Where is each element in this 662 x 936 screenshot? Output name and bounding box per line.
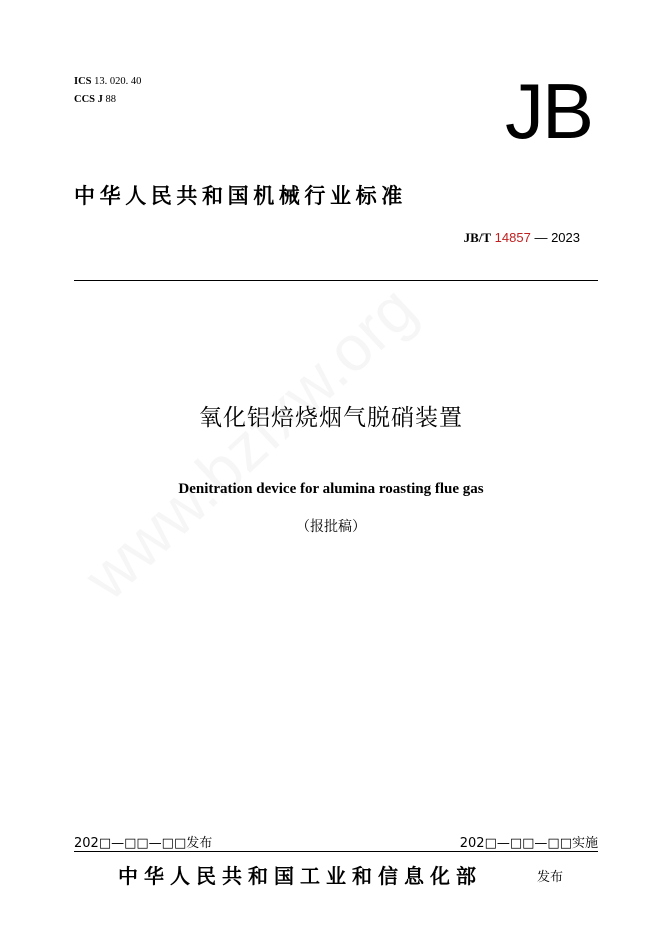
draft-status: （报批稿） [296, 519, 366, 535]
classification-codes [74, 73, 141, 109]
standard-number-prefix: JB/T [463, 230, 492, 245]
document-title-en: Denitration device for alumina roasting flue gas [178, 481, 484, 497]
footer-divider [74, 851, 598, 852]
standard-number-value: 14857 [494, 230, 531, 245]
standard-category-title: 中华人民共和国机械行业标准 [74, 184, 407, 208]
ccs-label: CCS J [74, 94, 103, 105]
header-divider [74, 280, 598, 281]
ccs-value: 88 [105, 94, 117, 105]
ccs-code [74, 91, 141, 109]
standard-number [464, 230, 580, 246]
ics-value: 13. 020. 40 [94, 76, 142, 87]
ics-label: ICS [74, 76, 92, 87]
watermark [70, 271, 430, 614]
issue-date: 202□—□□—□□发布 [74, 836, 213, 851]
issuing-authority: 中华人民共和国工业和信息化部 [118, 864, 482, 888]
ics-code [74, 73, 141, 91]
document-title-cn: 氧化铝焙烧烟气脱硝装置 [199, 405, 463, 431]
jb-logo: JB [505, 67, 593, 155]
implementation-date: 202□—□□—□□实施 [459, 836, 598, 851]
standard-number-year: — 2023 [534, 230, 580, 245]
issuing-authority-suffix: 发布 [537, 870, 564, 885]
